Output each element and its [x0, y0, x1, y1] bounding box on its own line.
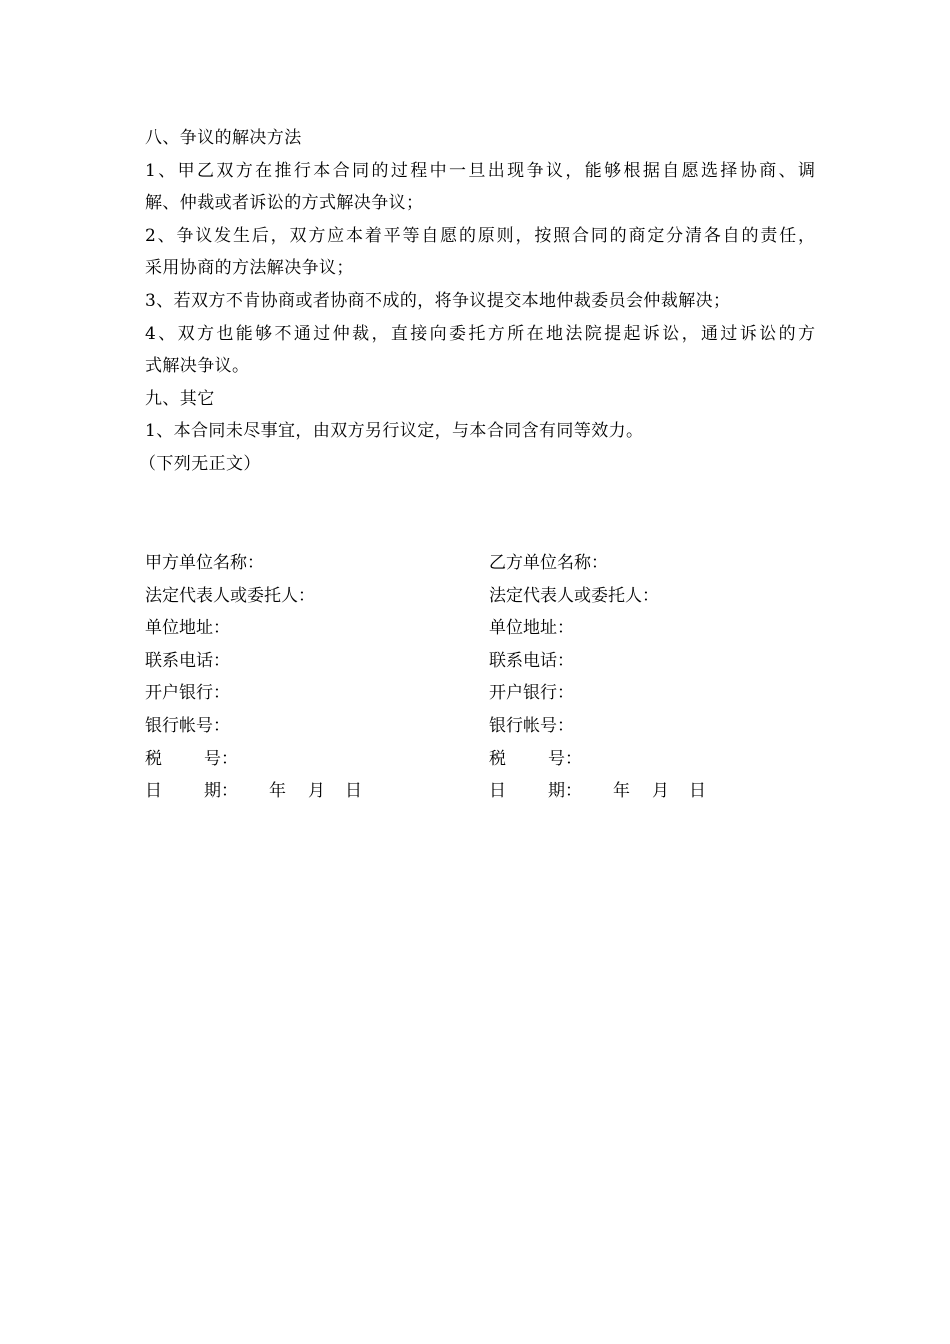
party-a-tax-number-label — [145, 743, 445, 776]
party-b-day-label: 日 — [689, 781, 706, 802]
party-a-signature-block — [145, 547, 445, 808]
section-8-item-4-line-1: 4、双方也能够不通过仲裁，直接向委托方所在地法院提起诉讼，通过诉讼的方 — [145, 323, 815, 344]
party-a-tax-label-part-2: 号： — [204, 748, 238, 769]
party-a-phone-label: 联系电话： — [145, 650, 230, 671]
section-8-heading: 八、争议的解决方法 — [145, 128, 302, 148]
party-b-account-label: 银行帐号： — [489, 715, 574, 736]
section-9-heading: 九、其它 — [145, 388, 215, 409]
party-b-date-label-part-2: 期： — [548, 781, 582, 802]
section-8-item-2-line-1: 2、争议发生后，双方应本着平等自愿的原则，按照合同的商定分清各自的责任， — [145, 225, 815, 246]
party-b-year-label: 年 — [613, 781, 630, 802]
party-b-month-label: 月 — [652, 781, 669, 802]
party-a-account-label: 银行帐号： — [145, 715, 230, 736]
party-b-name-label: 乙方单位名称： — [489, 553, 608, 573]
party-a-tax-label-part-1: 税 — [145, 748, 162, 769]
party-b-bank-label: 开户银行： — [489, 683, 574, 704]
party-b-tax-label-part-1: 税 — [489, 748, 506, 769]
section-8-item-2-line-2: 采用协商的方法解决争议； — [145, 258, 354, 279]
party-a-date-line — [145, 775, 445, 808]
no-further-text-note: （下列无正文） — [139, 453, 261, 474]
party-a-representative-label: 法定代表人或委托人： — [145, 585, 315, 606]
party-a-date-fields — [269, 775, 362, 808]
section-8-item-3: 3、若双方不肯协商或者协商不成的，将争议提交本地仲裁委员会仲裁解决； — [145, 290, 731, 311]
section-8-item-1-line-2: 解、仲裁或者诉讼的方式解决争议； — [145, 193, 424, 214]
party-a-year-label: 年 — [269, 781, 286, 802]
section-8-item-1-line-1: 1、甲乙双方在推行本合同的过程中一旦出现争议，能够根据自愿选择协商、调 — [145, 160, 815, 181]
party-b-address-label: 单位地址： — [489, 618, 574, 639]
party-a-date-label-part-2: 期： — [204, 781, 238, 802]
party-a-date-label-part-1: 日 — [145, 781, 162, 802]
party-b-representative-label: 法定代表人或委托人： — [489, 585, 659, 606]
party-b-date-fields — [613, 775, 706, 808]
party-b-tax-label-part-2: 号： — [548, 748, 582, 769]
party-b-date-label-part-1: 日 — [489, 781, 506, 802]
party-b-signature-block — [489, 547, 789, 808]
party-a-day-label: 日 — [345, 781, 362, 802]
party-a-month-label: 月 — [308, 781, 325, 802]
section-9-item-1: 1、本合同未尽事宜，由双方另行议定，与本合同含有同等效力。 — [145, 421, 644, 442]
party-b-date-line — [489, 775, 789, 808]
party-b-tax-number-label — [489, 743, 789, 776]
section-8-item-4-line-2: 式解决争议。 — [145, 356, 250, 377]
party-a-bank-label: 开户银行： — [145, 683, 230, 704]
party-a-address-label: 单位地址： — [145, 618, 230, 639]
party-b-phone-label: 联系电话： — [489, 650, 574, 671]
contract-body — [139, 122, 815, 481]
party-a-name-label: 甲方单位名称： — [145, 553, 264, 573]
